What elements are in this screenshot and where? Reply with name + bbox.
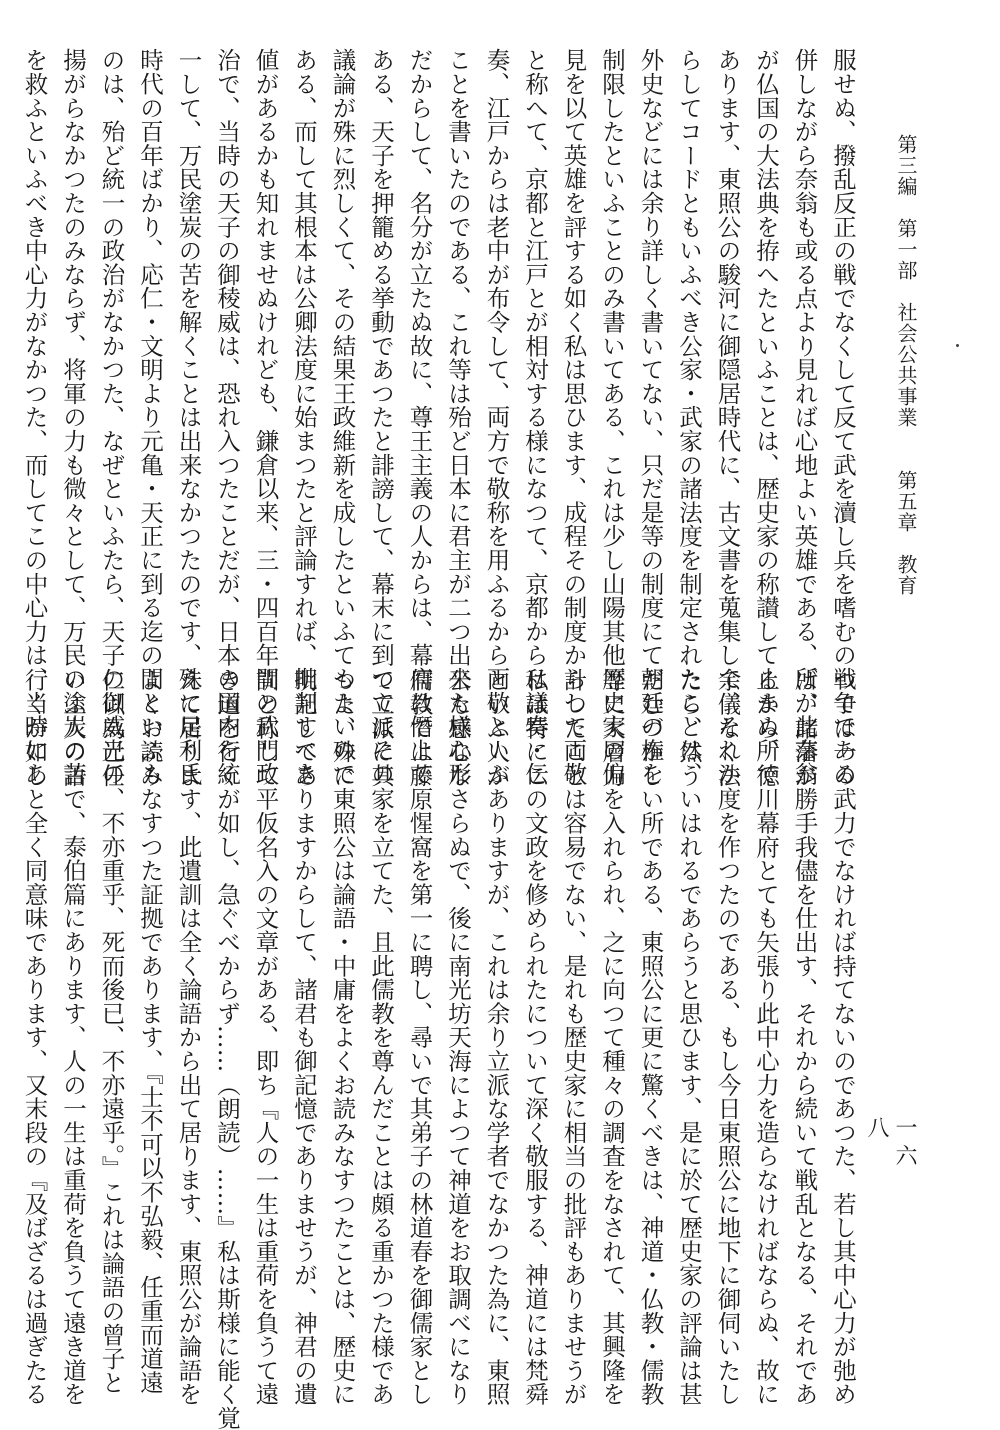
text-line: 揚がらなかつたのみならず、将軍の力も微々として、万民の塗炭の苦 xyxy=(59,48,87,786)
text-line: あります、東照公の駿河に御隠居時代に、古文書を蒐集して、それか xyxy=(713,48,742,786)
text-line: いふ人の語で、泰伯篇にあります、人の一生は重荷を負うて遠き道を xyxy=(59,668,87,1406)
text-line: ある、而して其根本は公卿法度に始まつたと評論すれば、批判すべき xyxy=(290,48,318,786)
text-line: 私は特にこの文政を修められたについて深く敬服する、神道には梵舜 xyxy=(521,668,549,1406)
stray-mark xyxy=(956,344,959,347)
running-header: 第三編 第一部 社会公共事業 第五章 教育 xyxy=(894,134,918,596)
text-line: 見を以て英雄を評する如く私は思ひます、成程その制度からして両敬 xyxy=(559,48,588,786)
text-line: つた、殊に東照公は論語・中庸をよくお読みなすつたことは、歴史に xyxy=(328,668,357,1406)
text-line: を救ふといふべき中心力がなかつた、而してこの中心力は、当時にあ xyxy=(20,48,49,786)
text-line: らしてコードともいふべき公家・武家の諸法度を制定されたことは、 xyxy=(675,48,703,786)
text-line: 服せぬ、撥乱反正の戦でなくして反て武を瀆し兵を嗜むの戦争である xyxy=(829,48,857,786)
text-line: よくお読みなすつた証拠であります、『士不可以不弘毅、任重而道遠 xyxy=(136,668,164,1395)
text-line: 行くが如しと全く同意味であります、又末段の『及ばざるは過ぎたる xyxy=(20,668,49,1406)
text-line: 値があるかも知れませぬけれども、鎌倉以来、三・四百年間の武門政 xyxy=(251,48,280,786)
text-line: 併しながら奈翁も或る点より見れば心地よい英雄である、所が此奈翁 xyxy=(790,48,819,786)
text-line: 制限したといふことのみ書いてある、これは少し山陽其他歴史家の偏 xyxy=(598,48,626,786)
text-line: て立派に其家を立てた、且此儒教を尊んだことは頗る重かつた様であ xyxy=(367,668,395,1406)
text-line: えて居ります、此遺訓は全く論語から出て居ります、東照公が論語を xyxy=(174,668,203,1406)
text-line: き道を行くが如し、急ぐべからず……（朗読）……』私は斯様に能く覚 xyxy=(213,668,241,1430)
text-line: ば、諸藩が勝手我儘を仕出す、それから続いて戦乱となる、それであ xyxy=(790,668,819,1406)
text-line: 治で、当時の天子の御稜威は、恐れ入つたことだが、日本の国内を統 xyxy=(213,48,241,786)
text-line: ある、天子を押籠める挙動であつたと誹謗して、幕末に到つてはその xyxy=(367,48,395,786)
text-line: 明記してありますからして、諸君も御記憶でありませうが、神君の遺 xyxy=(290,668,318,1406)
text-line: 奏、江戸からは老中が布令して、両方で敬称を用ふるから両敬といふ xyxy=(482,48,511,786)
text-line: 儒教では藤原惺窩を第一に聘し、尋いで其弟子の林道春を御儒家とし xyxy=(405,668,434,1406)
lower-text-block xyxy=(20,668,862,1430)
upper-text-block xyxy=(20,48,862,786)
text-line: 仁以為己任、不亦重乎、死而後已、不亦遠乎。』これは論語の曾子と xyxy=(97,668,126,1395)
text-line: るから、徳川幕府とても矢張り此中心力を造らなければならぬ、故に xyxy=(752,668,780,1406)
text-line: たら、然ういはれるであらうと思ひます、是に於て歴史家の評論は甚 xyxy=(675,668,703,1406)
text-line: だむづかしい所である、東照公に更に驚くべきは、神道・仏教・儒教 xyxy=(636,668,665,1406)
text-line: 外史などには余り詳しく書いてない、只だ是等の制度にて朝廷の権を xyxy=(636,48,665,786)
page-number: 一六八 xyxy=(864,1116,917,1172)
text-line: と称へて、京都と江戸とが相対する様になつて、京都からは議奏・伝 xyxy=(521,48,549,786)
text-line: ことを書いたのである、これ等は殆ど日本に君主が二つ出来た様な形 xyxy=(444,48,472,786)
text-line: 時代の百年ばかり、応仁・文明より元亀・天正に到る迄の間といふも xyxy=(136,48,164,786)
text-line: つては一の武力でなければ持てないのであつた、若し其中心力が弛め xyxy=(829,668,857,1406)
text-line: 議論が殊に烈しくて、その結果王政維新を成したといふてもよいので xyxy=(328,48,357,786)
text-line: 公も感心なさらぬで、後に南光坊天海によつて神道をお取調べになり xyxy=(444,668,472,1406)
text-line: といふ人がありますが、これは余り立派な学者でなかつた為に、東照 xyxy=(482,668,511,1406)
text-line: 計つたことは容易でない、是れも歴史家に相当の批評もありませうが xyxy=(559,668,588,1406)
text-line: 等に大層力を入れられ、之に向つて種々の調査をなされて、其興隆を xyxy=(598,668,626,1406)
text-line: が仏国の大法典を拵へたといふことは、歴史家の称讃して止まぬ所で xyxy=(752,48,780,786)
text-line: 一して、万民塗炭の苦を解くことは出来なかつたのです、殊に足利氏 xyxy=(174,48,203,786)
text-line: だからして、名分が立たぬ故に、尊王主義の人からは、幕府は僭上で xyxy=(405,48,434,786)
text-line: 余儀なく法度を作つたのである、もし今日東照公に地下に御伺いたし xyxy=(713,668,742,1406)
text-line: のは、殆ど統一の政治がなかつた、なぜといふたら、天子の御威光の xyxy=(97,48,126,786)
text-line: 訓と称して平仮名入の文章がある、即ち『人の一生は重荷を負うて遠 xyxy=(251,668,280,1406)
